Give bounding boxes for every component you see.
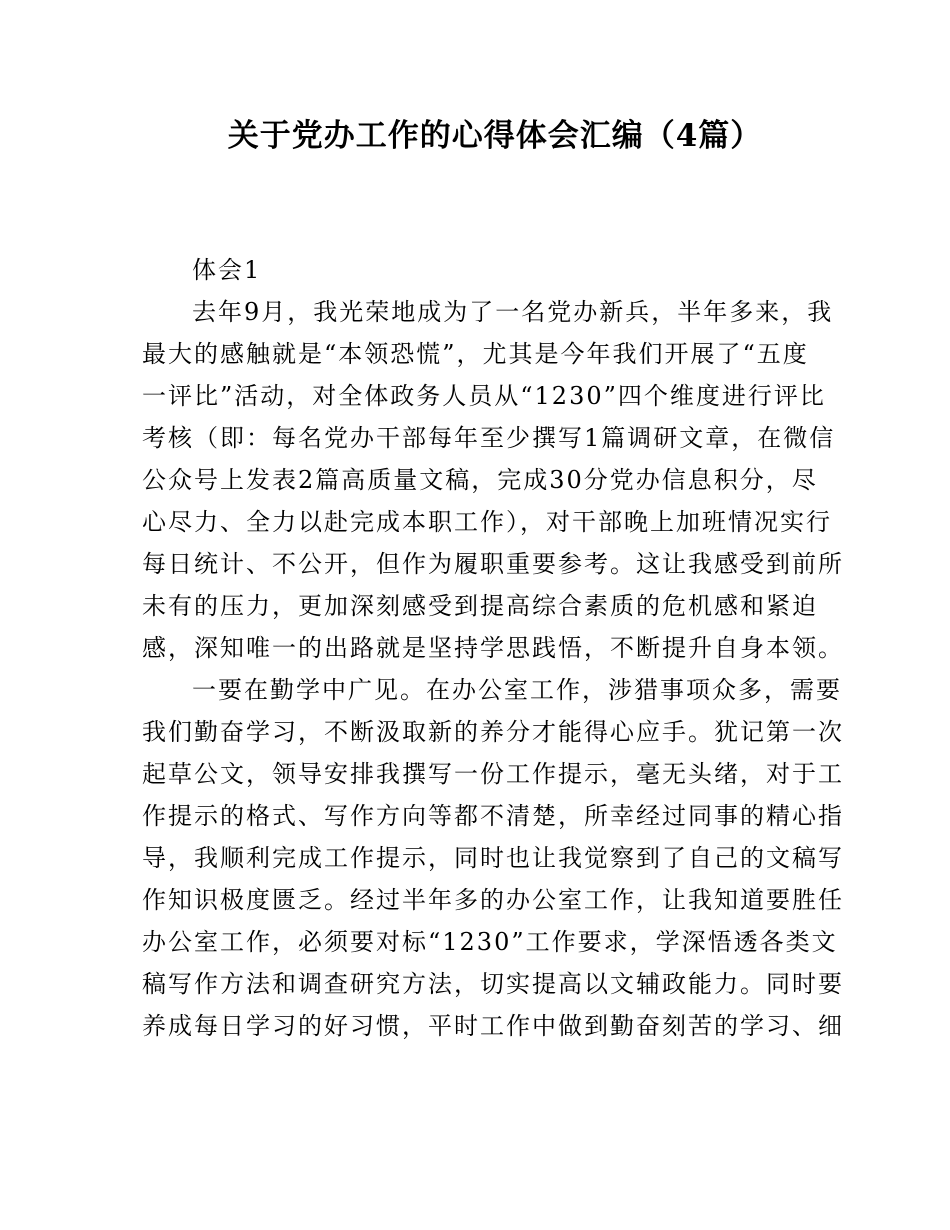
paragraph-line: 养成每日学习的好习惯，平时工作中做到勤奋刻苦的学习、细 bbox=[142, 1012, 844, 1040]
paragraph-line: 心尽力、全力以赴完成本职工作），对干部晚上加班情况实行 bbox=[142, 508, 832, 536]
paragraph-1 bbox=[142, 291, 844, 669]
paragraph-line: 公众号上发表2篇高质量文稿，完成30分党办信息积分，尽 bbox=[142, 466, 818, 494]
paragraph-line: 起草公文，领导安排我撰写一份工作提示，毫无头绪，对于工 bbox=[142, 760, 844, 788]
document-title: 关于党办工作的心得体会汇编（4篇） bbox=[227, 118, 763, 154]
paragraph-line: 作知识极度匮乏。经过半年多的办公室工作，让我知道要胜任 bbox=[142, 886, 844, 914]
paragraph-line: 办公室工作，必须要对标“1230”工作要求，学深悟透各类文 bbox=[142, 928, 838, 956]
section-heading bbox=[142, 249, 810, 291]
paragraph-line: 一要在勤学中广见。在办公室工作，涉猎事项众多，需要 bbox=[192, 676, 842, 704]
document-body bbox=[142, 249, 844, 1047]
paragraph-line: 未有的压力，更加深刻感受到提高综合素质的危机感和紧迫 bbox=[142, 592, 818, 620]
heading-text: 体会1 bbox=[192, 256, 262, 284]
paragraph-line: 最大的感触就是“本领恐慌”，尤其是今年我们开展了“五度 bbox=[142, 340, 809, 368]
paragraph-line: 导，我顺利完成工作提示，同时也让我觉察到了自己的文稿写 bbox=[142, 844, 844, 872]
paragraph-line: 作提示的格式、写作方向等都不清楚，所幸经过同事的精心指 bbox=[142, 802, 844, 830]
paragraph-line: 考核（即：每名党办干部每年至少撰写1篇调研文章，在微信 bbox=[142, 424, 836, 452]
paragraph-line: 每日统计、不公开，但作为履职重要参考。这让我感受到前所 bbox=[142, 550, 844, 578]
paragraph-line: 稿写作方法和调查研究方法，切实提高以文辅政能力。同时要 bbox=[142, 970, 844, 998]
paragraph-line: 感，深知唯一的出路就是坚持学思践悟，不断提升自身本领。 bbox=[142, 634, 844, 662]
paragraph-line: 去年9月，我光荣地成为了一名党办新兵，半年多来，我 bbox=[192, 298, 834, 326]
paragraph-line: 一评比”活动，对全体政务人员从“1230”四个维度进行评比 bbox=[142, 382, 826, 410]
paragraph-2 bbox=[142, 669, 844, 1047]
paragraph-line: 我们勤奋学习，不断汲取新的养分才能得心应手。犹记第一次 bbox=[142, 718, 844, 746]
